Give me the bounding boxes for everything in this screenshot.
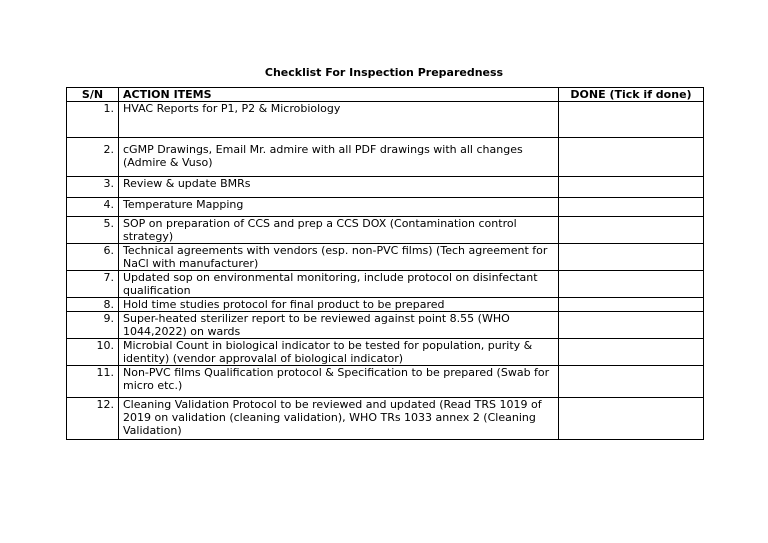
row-action: Hold time studies protocol for final product to be prepared [119, 298, 559, 312]
table-row [67, 339, 704, 366]
row-sn: 2. [67, 138, 119, 177]
table-row [67, 138, 704, 177]
table-row [67, 366, 704, 398]
row-done-cell[interactable] [559, 366, 704, 398]
row-done-cell[interactable] [559, 339, 704, 366]
row-sn: 9. [67, 312, 119, 339]
row-sn: 3. [67, 177, 119, 198]
row-sn: 8. [67, 298, 119, 312]
row-sn: 1. [67, 102, 119, 138]
row-sn: 12. [67, 398, 119, 440]
row-action: cGMP Drawings, Email Mr. admire with all PDF drawings with all changes (Admire & Vuso) [119, 138, 559, 177]
row-done-cell[interactable] [559, 217, 704, 244]
row-done-cell[interactable] [559, 244, 704, 271]
row-done-cell[interactable] [559, 298, 704, 312]
table-row [67, 271, 704, 298]
row-sn: 4. [67, 198, 119, 217]
row-sn: 10. [67, 339, 119, 366]
row-sn: 6. [67, 244, 119, 271]
table-row [67, 312, 704, 339]
header-action-items: ACTION ITEMS [119, 88, 559, 102]
row-done-cell[interactable] [559, 198, 704, 217]
row-action: Updated sop on environmental monitoring, include protocol on disinfectant qualification [119, 271, 559, 298]
row-done-cell[interactable] [559, 102, 704, 138]
table-row [67, 217, 704, 244]
checklist-table [66, 87, 704, 440]
row-action: Review & update BMRs [119, 177, 559, 198]
row-sn: 11. [67, 366, 119, 398]
row-done-cell[interactable] [559, 138, 704, 177]
row-done-cell[interactable] [559, 398, 704, 440]
table-row [67, 102, 704, 138]
row-action: Super-heated sterilizer report to be reviewed against point 8.55 (WHO 1044,2022) on wards [119, 312, 559, 339]
row-action: Cleaning Validation Protocol to be reviewed and updated (Read TRS 1019 of 2019 on validation (cleaning validation), WHO TRs 1033 annex 2 (Cleaning Validation) [119, 398, 559, 440]
table-row [67, 244, 704, 271]
table-row [67, 177, 704, 198]
table-row [67, 198, 704, 217]
row-sn: 5. [67, 217, 119, 244]
header-sn: S/N [67, 88, 119, 102]
table-header-row [67, 88, 704, 102]
row-done-cell[interactable] [559, 177, 704, 198]
row-sn: 7. [67, 271, 119, 298]
table-row [67, 398, 704, 440]
row-done-cell[interactable] [559, 312, 704, 339]
row-action: Microbial Count in biological indicator to be tested for population, purity & identity) (vendor approvalal of biological indicator) [119, 339, 559, 366]
document-title: Checklist For Inspection Preparedness [264, 66, 504, 79]
row-action: Non-PVC films Qualification protocol & Specification to be prepared (Swab for micro etc.) [119, 366, 559, 398]
row-action: SOP on preparation of CCS and prep a CCS DOX (Contamination control strategy) [119, 217, 559, 244]
table-row [67, 298, 704, 312]
row-action: Temperature Mapping [119, 198, 559, 217]
row-done-cell[interactable] [559, 271, 704, 298]
header-done: DONE (Tick if done) [559, 88, 704, 102]
row-action: Technical agreements with vendors (esp. non-PVC films) (Tech agreement for NaCl with manufacturer) [119, 244, 559, 271]
row-action: HVAC Reports for P1, P2 & Microbiology [119, 102, 559, 138]
